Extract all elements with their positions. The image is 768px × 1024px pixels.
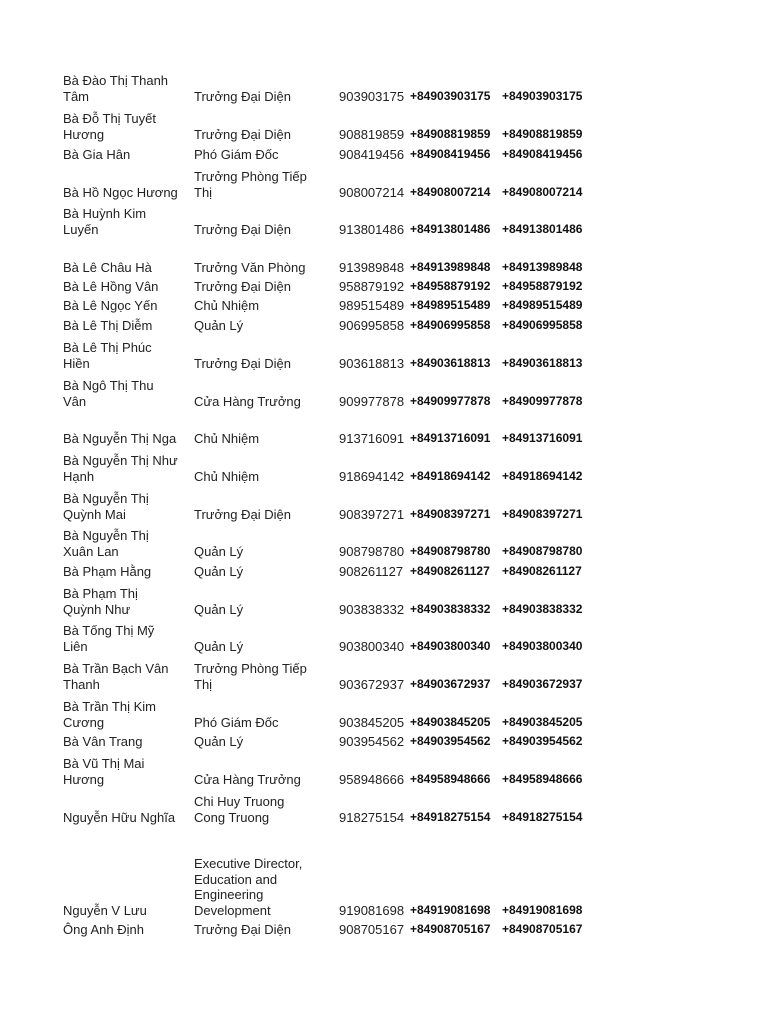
contact-name-line: Bà Lê Hồng Vân: [63, 278, 159, 294]
job-title-line: Thị: [194, 676, 213, 692]
job-title-line: Engineering: [194, 887, 264, 902]
intl-phone-number: +84908798780: [410, 543, 491, 558]
intl-phone-number: +84913716091: [410, 430, 491, 445]
contact-name-line: Xuân Lan: [63, 543, 119, 559]
contact-name-line: Bà Ngô Thị Thu: [63, 378, 154, 393]
phone-number: 918694142: [339, 468, 405, 484]
job-title-line: Phó Giám Đốc: [194, 146, 279, 162]
job-title-line: Trưởng Văn Phòng: [194, 259, 306, 275]
intl-phone-number-copy: +84989515489: [502, 297, 583, 312]
phone-number: 903903175: [339, 88, 405, 104]
job-title-line: Trưởng Phòng Tiếp: [194, 169, 307, 184]
intl-phone-number-copy: +84919081698: [502, 902, 583, 917]
phone-number: 913716091: [339, 430, 405, 446]
job-title-line: Quản Lý: [194, 601, 244, 617]
intl-phone-number: +84958879192: [410, 278, 491, 293]
contact-name-line: Nguyễn Hữu Nghĩa: [63, 809, 176, 825]
contact-name-line: Bà Lê Châu Hà: [63, 259, 152, 275]
contact-name: [63, 922, 189, 938]
phone-number: 908705167: [339, 921, 405, 937]
contact-name-line: Bà Gia Hân: [63, 146, 131, 162]
job-title-line: Quản Lý: [194, 563, 244, 579]
intl-phone-number-copy: +84903954562: [502, 733, 583, 748]
intl-phone-number: +84903903175: [410, 88, 491, 103]
job-title-line: Cong Truong: [194, 809, 270, 825]
intl-phone-number: +84908007214: [410, 184, 491, 199]
intl-phone-number: +84909977878: [410, 393, 491, 408]
intl-phone-number: +84903672937: [410, 676, 491, 691]
contact-name-line: Quỳnh Mai: [63, 506, 126, 522]
job-title-line: Trưởng Đại Diện: [194, 126, 291, 142]
contact-name-line: Nguyễn V Lưu: [63, 902, 147, 918]
intl-phone-number: +84903838332: [410, 601, 491, 616]
intl-phone-number: +84913989848: [410, 259, 491, 274]
phone-number: 906995858: [339, 317, 405, 333]
job-title-line: Executive Director,: [194, 856, 303, 871]
job-title-line: Trưởng Đại Diện: [194, 355, 291, 371]
job-title-line: Cửa Hàng Trưởng: [194, 771, 301, 787]
phone-number: 908798780: [339, 543, 405, 559]
phone-number: 908419456: [339, 146, 405, 162]
contact-name-line: Bà Đỗ Thị Tuyết: [63, 111, 156, 126]
contact-name-line: Ông Anh Định: [63, 921, 144, 937]
intl-phone-number: +84918275154: [410, 809, 491, 824]
contact-name-line: Hương: [63, 126, 105, 142]
intl-phone-number-copy: +84908819859: [502, 126, 583, 141]
contact-name-line: Bà Lê Thị Diễm: [63, 317, 153, 333]
intl-phone-number-copy: +84908419456: [502, 146, 583, 161]
phone-number: 908397271: [339, 506, 405, 522]
intl-phone-number-copy: +84908397271: [502, 506, 583, 521]
job-title-line: Trưởng Phòng Tiếp: [194, 661, 307, 676]
contact-name-line: Bà Trần Bạch Vân: [63, 661, 169, 676]
contact-name-line: Liên: [63, 638, 88, 654]
intl-phone-number-copy: +84913801486: [502, 221, 583, 236]
phone-number: 919081698: [339, 902, 405, 918]
intl-phone-number: +84908705167: [410, 921, 491, 936]
contact-name-line: Bà Vũ Thị Mai: [63, 756, 145, 771]
intl-phone-number-copy: +84903838332: [502, 601, 583, 616]
job-title-line: Chủ Nhiệm: [194, 430, 260, 446]
job-title-line: Thị: [194, 184, 213, 200]
intl-phone-number-copy: +84903800340: [502, 638, 583, 653]
contact-name-line: Bà Phạm Thị: [63, 586, 138, 601]
contact-name-line: Vân: [63, 393, 87, 409]
intl-phone-number: +84908819859: [410, 126, 491, 141]
phone-number: 903672937: [339, 676, 405, 692]
contact-name-line: Hương: [63, 771, 105, 787]
job-title-line: Quản Lý: [194, 543, 244, 559]
job-title-line: Development: [194, 902, 271, 918]
phone-number: 918275154: [339, 809, 405, 825]
contact-name-line: Bà Tống Thị Mỹ: [63, 623, 155, 638]
intl-phone-number: +84908419456: [410, 146, 491, 161]
phone-number: 989515489: [339, 297, 405, 313]
intl-phone-number-copy: +84906995858: [502, 317, 583, 332]
intl-phone-number: +84903954562: [410, 733, 491, 748]
intl-phone-number: +84903618813: [410, 355, 491, 370]
job-title-line: Education and: [194, 871, 278, 887]
job-title-line: Chi Huy Truong: [194, 794, 285, 809]
contact-name-line: Bà Lê Ngọc Yến: [63, 297, 158, 313]
job-title-line: Trưởng Đại Diện: [194, 88, 291, 104]
phone-number: 958948666: [339, 771, 405, 787]
intl-phone-number: +84908397271: [410, 506, 491, 521]
contact-name-line: Luyến: [63, 221, 99, 237]
contact-name-line: Hiền: [63, 355, 90, 371]
intl-phone-number-copy: +84913716091: [502, 430, 583, 445]
contact-name-line: Bà Nguyễn Thị Như: [63, 453, 178, 468]
contact-name-line: Bà Phạm Hằng: [63, 563, 152, 579]
job-title-line: Trưởng Đại Diện: [194, 506, 291, 522]
intl-phone-number-copy: +84908798780: [502, 543, 583, 558]
phone-number: 903618813: [339, 355, 405, 371]
intl-phone-number-copy: +84958948666: [502, 771, 583, 786]
intl-phone-number-copy: +84918694142: [502, 468, 583, 483]
phone-number: 908819859: [339, 126, 405, 142]
contact-name-line: Bà Nguyễn Thị: [63, 491, 149, 506]
job-title-line: Phó Giám Đốc: [194, 714, 279, 730]
job-title-line: Quản Lý: [194, 638, 244, 654]
intl-phone-number-copy: +84903845205: [502, 714, 583, 729]
intl-phone-number: +84906995858: [410, 317, 491, 332]
contact-name-line: Bà Nguyễn Thị: [63, 528, 149, 543]
intl-phone-number-copy: +84903618813: [502, 355, 583, 370]
contact-name-line: Tâm: [63, 88, 89, 104]
job-title-line: Trưởng Đại Diện: [194, 221, 291, 237]
contact-name-line: Quỳnh Như: [63, 601, 131, 617]
phone-number: 958879192: [339, 278, 405, 294]
intl-phone-number-copy: +84908705167: [502, 921, 583, 936]
contact-name-line: Cương: [63, 714, 105, 730]
phone-number: 903800340: [339, 638, 405, 654]
job-title-line: Quản Lý: [194, 733, 244, 749]
intl-phone-number: +84913801486: [410, 221, 491, 236]
job-title-line: Cửa Hàng Trưởng: [194, 393, 301, 409]
phone-number: 908261127: [339, 563, 404, 579]
contact-name-line: Bà Lê Thị Phúc: [63, 340, 152, 355]
contact-name-line: Thanh: [63, 676, 100, 692]
job-title-line: Trưởng Đại Diện: [194, 278, 291, 294]
intl-phone-number: +84989515489: [410, 297, 491, 312]
intl-phone-number-copy: +84918275154: [502, 809, 583, 824]
phone-number: 903954562: [339, 733, 405, 749]
phone-number: 913801486: [339, 221, 405, 237]
intl-phone-number: +84903800340: [410, 638, 491, 653]
contact-name-line: Bà Hồ Ngọc Hương: [63, 184, 178, 200]
contact-name-line: Bà Trần Thị Kim: [63, 699, 156, 714]
intl-phone-number-copy: +84913989848: [502, 259, 583, 274]
intl-phone-number: +84903845205: [410, 714, 491, 729]
intl-phone-number: +84918694142: [410, 468, 491, 483]
contact-name-line: Hạnh: [63, 468, 95, 484]
job-title-line: Quản Lý: [194, 317, 244, 333]
intl-phone-number-copy: +84908007214: [502, 184, 583, 199]
phone-number: 903838332: [339, 601, 405, 617]
phone-number: 903845205: [339, 714, 405, 730]
job-title: [194, 922, 334, 938]
intl-phone-number-copy: +84909977878: [502, 393, 583, 408]
job-title-line: Trưởng Đại Diện: [194, 921, 291, 937]
job-title-line: Chủ Nhiệm: [194, 468, 260, 484]
contact-name-line: Bà Đào Thị Thanh: [63, 73, 169, 88]
intl-phone-number: +84908261127: [410, 563, 490, 578]
phone-number: 913989848: [339, 259, 405, 275]
intl-phone-number-copy: +84908261127: [502, 563, 582, 578]
contact-name-line: Bà Vân Trang: [63, 733, 143, 749]
intl-phone-number-copy: +84958879192: [502, 278, 583, 293]
intl-phone-number-copy: +84903903175: [502, 88, 583, 103]
intl-phone-number: +84958948666: [410, 771, 491, 786]
contact-name-line: Bà Nguyễn Thị Nga: [63, 430, 177, 446]
intl-phone-number: +84919081698: [410, 902, 491, 917]
job-title-line: Chủ Nhiệm: [194, 297, 260, 313]
contact-name-line: Bà Huỳnh Kim: [63, 206, 147, 221]
intl-phone-number-copy: +84903672937: [502, 676, 583, 691]
phone-number: 908007214: [339, 184, 405, 200]
phone-number: 909977878: [339, 393, 405, 409]
